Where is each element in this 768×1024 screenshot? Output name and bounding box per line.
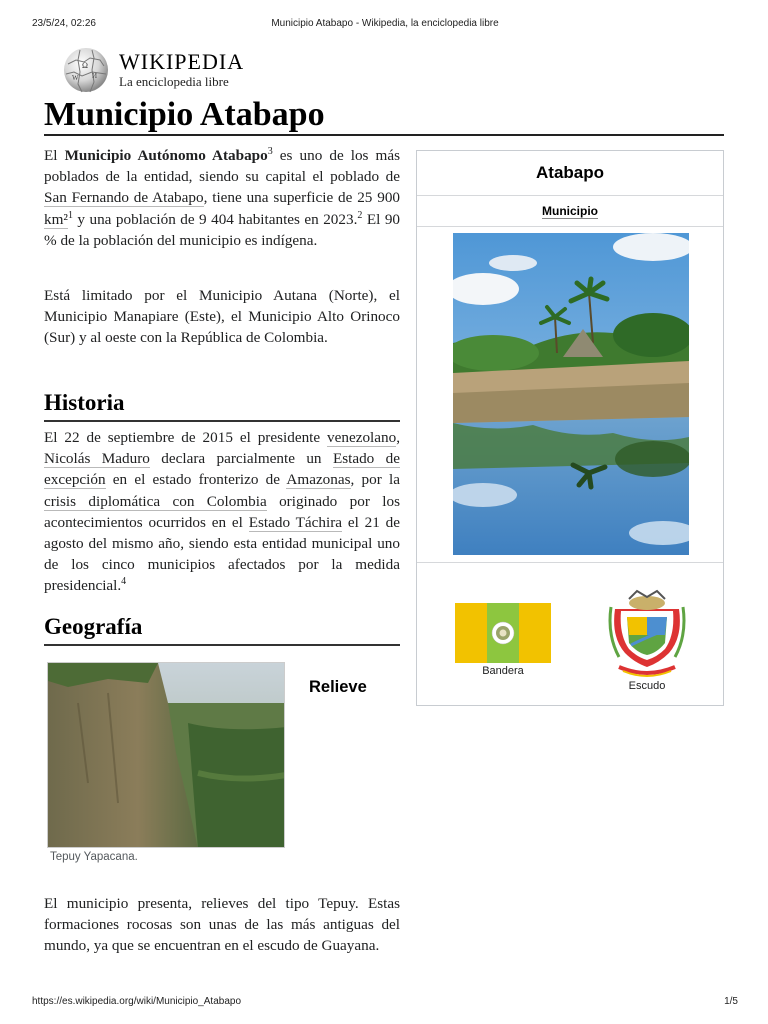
- link-san-fernando[interactable]: San Fernando de Atabapo: [44, 189, 204, 207]
- infobox-divider: [417, 562, 723, 563]
- subheading-relieve: Relieve: [309, 678, 367, 696]
- print-date: 23/5/24, 02:26: [32, 18, 96, 29]
- historia-divider: [44, 420, 400, 422]
- relieve-paragraph: El municipio presenta, relieves del tipo Tepuy. Estas formaciones rocosas son unas de las más antiguas del mundo, ya que se encuentran en el escudo de Guayana.: [44, 895, 400, 955]
- historia-text: declara parcialmente un: [149, 450, 333, 468]
- atabapo-river-image[interactable]: [453, 233, 689, 555]
- ref-2[interactable]: 2: [357, 209, 363, 221]
- infobox-title: Atabapo: [536, 163, 604, 182]
- print-page-number: 1/5: [724, 996, 738, 1007]
- historia-paragraph: [44, 427, 400, 597]
- infobox-subtitle[interactable]: [417, 204, 723, 218]
- limits-paragraph: Está limitado por el Municipio Autana (Norte), el Municipio Manapiare (Este), el Municipio Alto Orinoco (Sur) y al oeste con la República de Colombia.: [44, 287, 400, 347]
- historia-text: en el estado fronterizo de: [105, 471, 287, 489]
- intro-text: El 90 % de la población del municipio es indígena.: [44, 210, 401, 249]
- coat-of-arms-image[interactable]: [605, 587, 689, 679]
- historia-text: originado por los acontecimientos ocurridos en el: [44, 492, 400, 531]
- svg-text:И: И: [92, 72, 98, 80]
- page-title: Municipio Atabapo: [44, 96, 325, 133]
- ref-3[interactable]: 3: [267, 145, 273, 157]
- section-heading-historia: Historia: [44, 390, 125, 415]
- intro-bold-name: Municipio Autónomo Atabapo: [64, 147, 268, 164]
- infobox-divider: [417, 195, 723, 196]
- print-footer: [32, 996, 738, 1010]
- historia-text: ,: [396, 429, 400, 446]
- wikipedia-wordmark: WIKIPEDIA: [119, 49, 245, 74]
- historia-text: el 21 de agosto del mismo año, siendo esta entidad municipal uno de los cinco municipios afectados por la medida presidencial.: [44, 513, 401, 595]
- infobox: [416, 150, 724, 706]
- ref-4[interactable]: 4: [121, 576, 127, 588]
- wikipedia-logo[interactable]: [62, 46, 262, 94]
- link-estado-tachira[interactable]: Estado Táchira: [248, 513, 342, 531]
- print-header: [32, 18, 738, 32]
- river-photo: [453, 233, 689, 555]
- shield-caption: Escudo: [628, 680, 666, 692]
- print-url: https://es.wikipedia.org/wiki/Municipio_Atabapo: [32, 996, 241, 1007]
- historia-text: El 22 de septiembre de 2015 el presidente: [44, 429, 328, 446]
- intro-text: El: [44, 147, 65, 164]
- print-page-title: Municipio Atabapo - Wikipedia, la enciclopedia libre: [271, 18, 499, 29]
- wikipedia-globe-icon: [62, 46, 110, 94]
- tepuy-photo: [48, 663, 285, 848]
- svg-text:W: W: [72, 74, 79, 82]
- title-divider: [44, 134, 724, 136]
- link-crisis-diplomatica[interactable]: crisis diplomática con Colombia: [44, 492, 267, 510]
- infobox-divider: [417, 226, 723, 227]
- flag-caption: Bandera: [482, 665, 524, 677]
- geografia-divider: [44, 644, 400, 646]
- intro-text: , tiene una superficie de 25 900: [203, 189, 401, 207]
- link-amazonas[interactable]: Amazonas: [286, 471, 351, 489]
- historia-text: , por la: [350, 471, 400, 489]
- intro-text: es uno de los más poblados de la entidad, siendo su capital el poblado de: [44, 147, 400, 186]
- ref-1[interactable]: 1: [67, 209, 73, 221]
- section-heading-geografia: Geografía: [44, 614, 143, 639]
- link-nicolas-maduro[interactable]: Nicolás Maduro: [44, 450, 150, 468]
- tepuy-image[interactable]: [47, 662, 285, 848]
- link-venezolano[interactable]: venezolano: [327, 429, 397, 446]
- tepuy-caption: Tepuy Yapacana.: [50, 851, 138, 863]
- intro-paragraph: [44, 145, 400, 251]
- svg-text:Ω: Ω: [82, 61, 88, 70]
- link-km2[interactable]: km²: [44, 210, 68, 228]
- wikipedia-tagline: La enciclopedia libre: [119, 74, 229, 89]
- intro-text: y una población de 9 404 habitantes en 2023.: [72, 210, 358, 228]
- flag-image[interactable]: [455, 603, 551, 663]
- link-estado-de-excepcion[interactable]: Estado de excepción: [44, 450, 401, 489]
- infobox-subtitle-link[interactable]: Municipio: [542, 204, 598, 218]
